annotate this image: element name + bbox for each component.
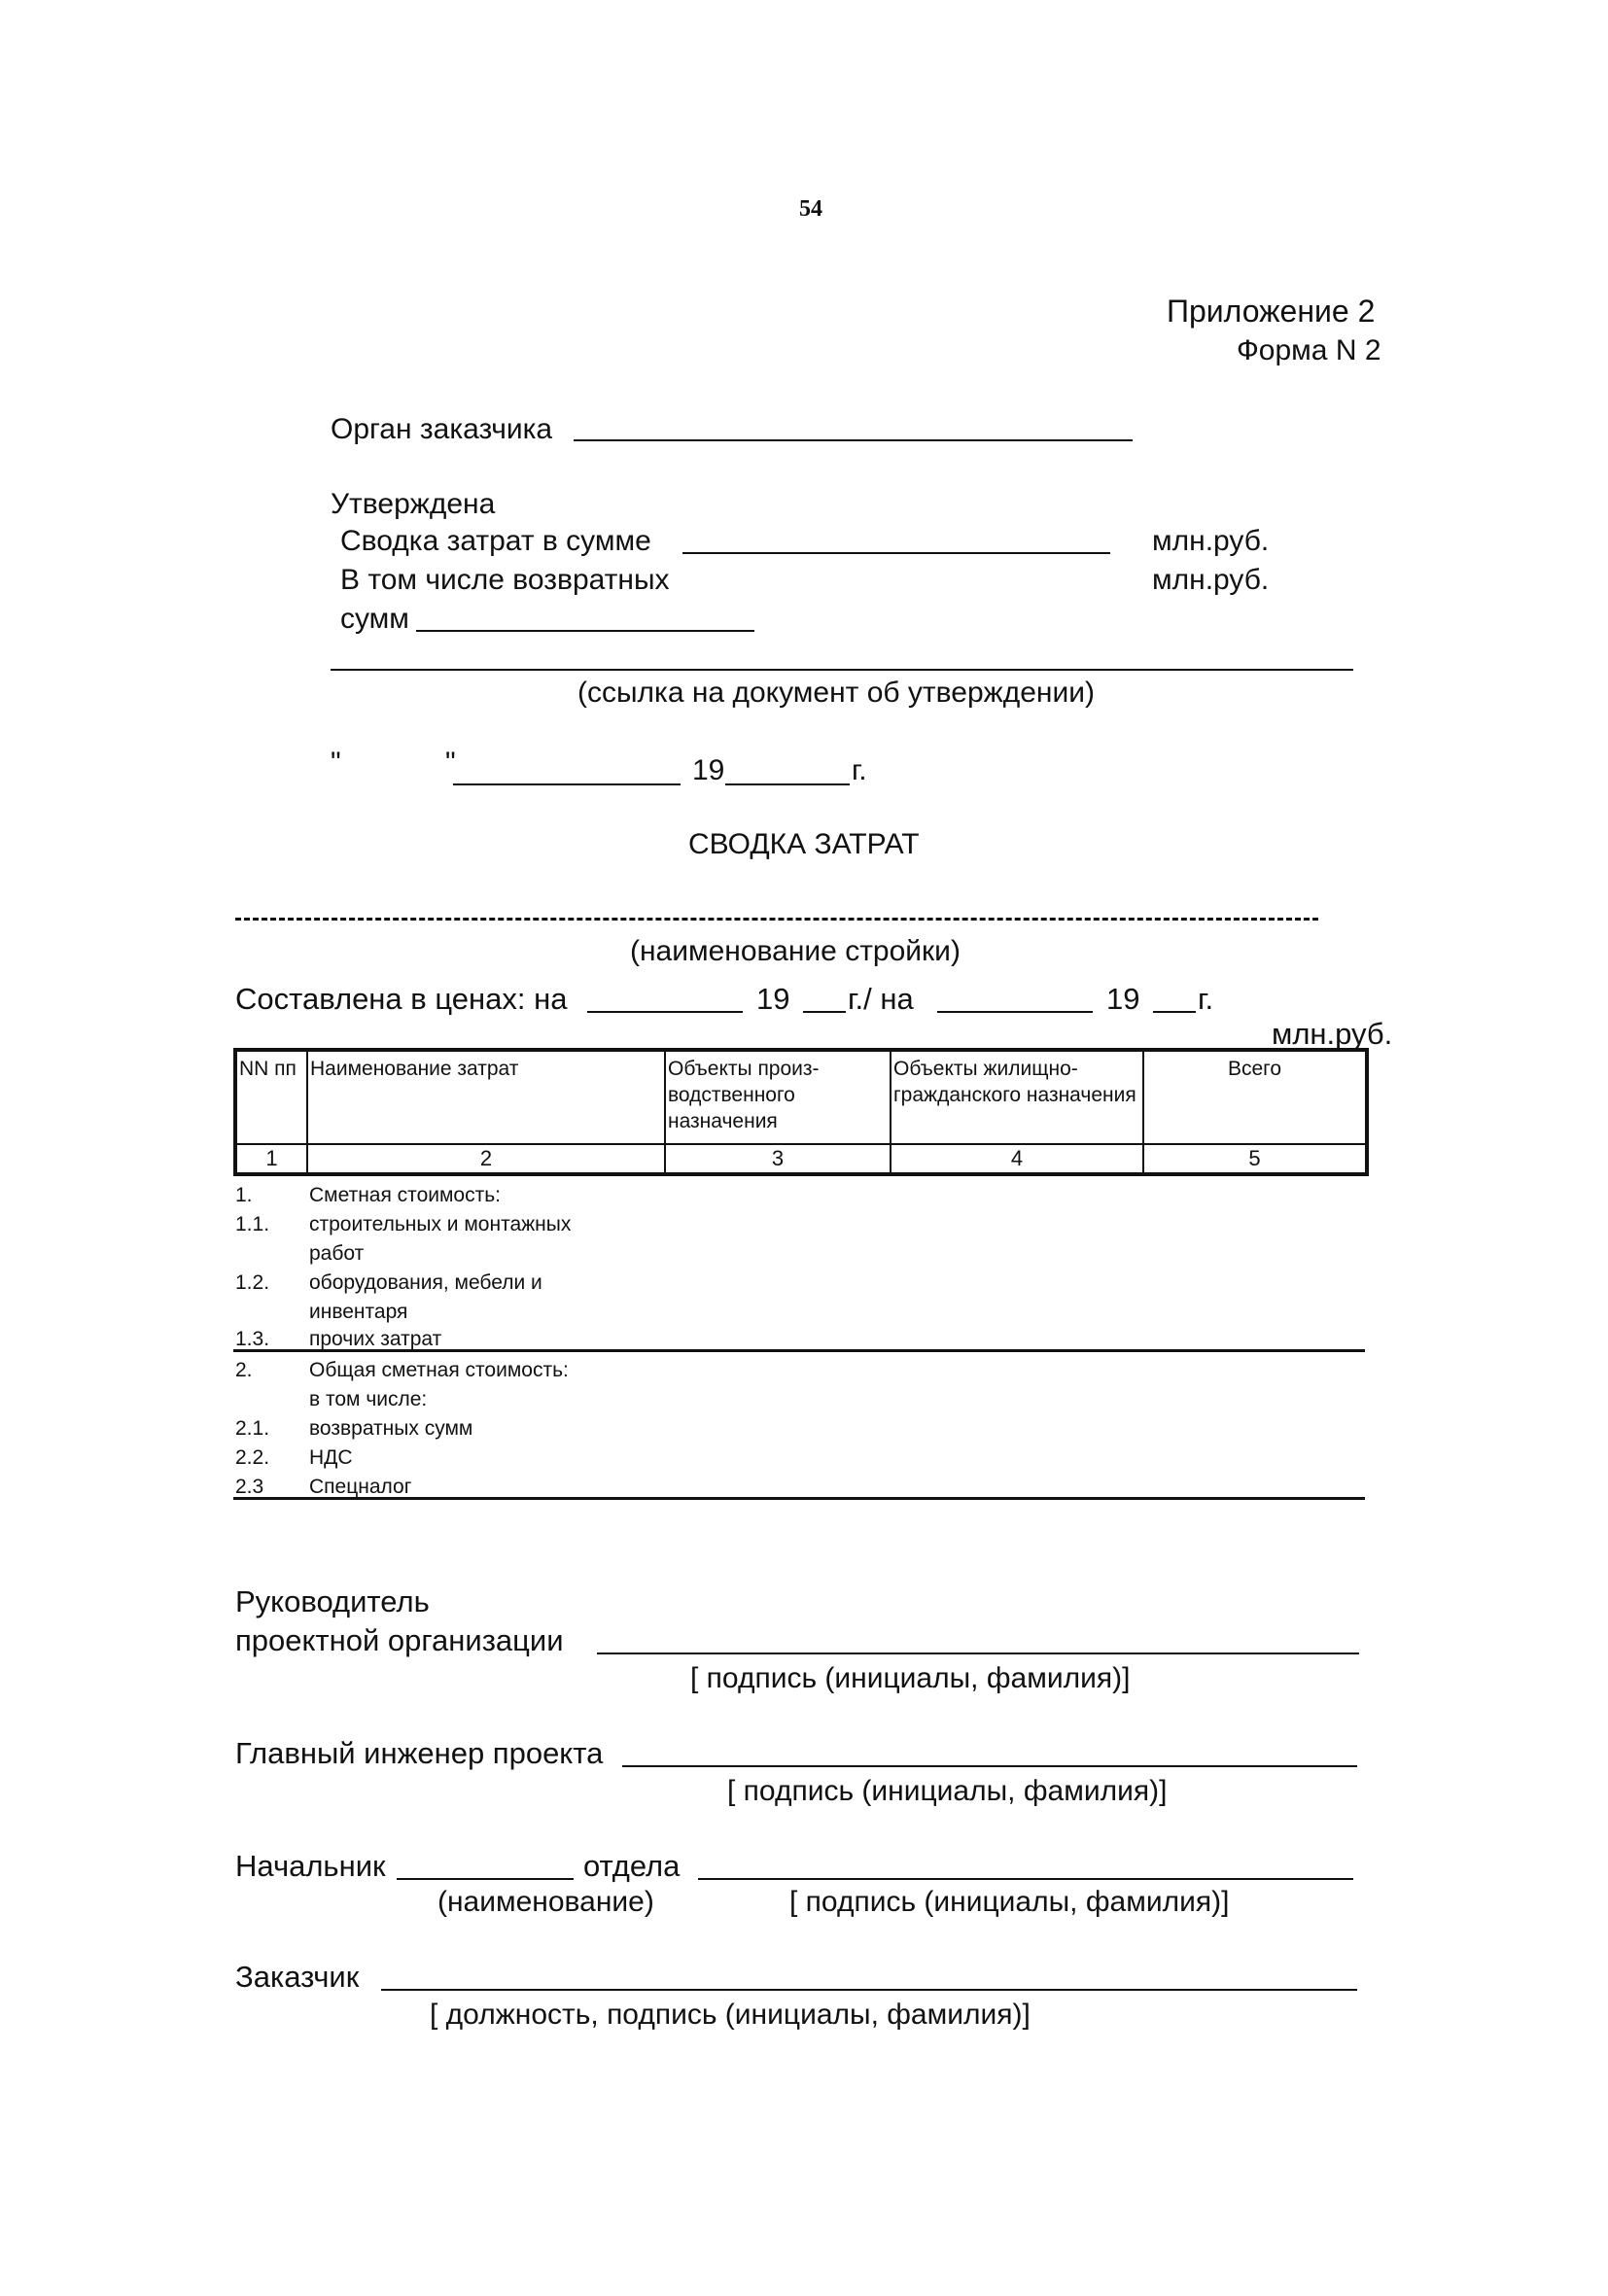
date-year-line bbox=[725, 783, 850, 785]
customer-body-line bbox=[574, 439, 1133, 441]
prices-label: Составлена в ценах: на bbox=[235, 982, 568, 1016]
appendix-label: Приложение 2 bbox=[1167, 294, 1376, 329]
row-num: 2.2. bbox=[235, 1446, 270, 1469]
date-year-suffix: г. bbox=[852, 754, 867, 786]
header-industrial: Объекты произ- водственного назначения bbox=[665, 1050, 891, 1144]
row-text: возвратных сумм bbox=[309, 1417, 473, 1440]
head-signature-caption: [ подпись (инициалы, фамилия)] bbox=[690, 1662, 1131, 1694]
head-label-line1: Руководитель bbox=[235, 1584, 430, 1618]
header-nn: NN пп bbox=[235, 1050, 307, 1144]
mln-rub-2: млн.руб. bbox=[1152, 564, 1270, 596]
row-text: НДС bbox=[309, 1446, 353, 1469]
customer-body-label: Орган заказчика bbox=[331, 413, 553, 445]
sums-line bbox=[416, 630, 754, 632]
prices-date2-line bbox=[937, 1011, 1093, 1013]
prices-year1-line bbox=[803, 1011, 846, 1013]
head-label-line2: проектной организации bbox=[235, 1623, 564, 1657]
row-num: 1. bbox=[235, 1184, 253, 1206]
chief-engineer-line bbox=[622, 1765, 1357, 1767]
dept-signature-caption: [ подпись (инициалы, фамилия)] bbox=[789, 1886, 1230, 1918]
header-residential: Объекты жилищно- гражданского назначения bbox=[891, 1050, 1143, 1144]
col-number-1: 1 bbox=[235, 1144, 307, 1174]
dept-name-caption: (наименование) bbox=[437, 1886, 654, 1918]
page-number: 54 bbox=[799, 196, 822, 222]
date-month-line bbox=[453, 783, 681, 785]
dept-word: отдела bbox=[583, 1849, 681, 1883]
customer-caption: [ должность, подпись (инициалы, фамилия)] bbox=[430, 1999, 1031, 2031]
row-num: 2.1. bbox=[235, 1417, 270, 1440]
construction-name-line bbox=[235, 918, 1318, 921]
construction-name-caption: (наименование стройки) bbox=[630, 935, 961, 967]
prices-year2-line bbox=[1153, 1011, 1196, 1013]
row-num: 1.2. bbox=[235, 1271, 270, 1294]
row-text: в том числе: bbox=[309, 1388, 428, 1410]
document-title: СВОДКА ЗАТРАТ bbox=[688, 828, 920, 860]
summary-sum-line bbox=[682, 552, 1110, 554]
date-open-quote: " bbox=[331, 747, 341, 779]
prices-year2: 19 bbox=[1106, 982, 1140, 1016]
dept-name-line bbox=[397, 1878, 574, 1880]
row-num: 2.3 bbox=[235, 1476, 264, 1498]
form-label: Форма N 2 bbox=[1237, 334, 1381, 366]
row-text: Сметная стоимость: bbox=[309, 1184, 501, 1206]
row-text: строительных и монтажных bbox=[309, 1213, 572, 1235]
chief-engineer-label: Главный инженер проекта bbox=[235, 1736, 604, 1770]
row-text: работ bbox=[309, 1242, 365, 1265]
date-year-prefix: 19 bbox=[692, 754, 725, 786]
row-text: Спецналог bbox=[309, 1476, 412, 1498]
approval-ref-line bbox=[331, 669, 1353, 671]
dept-head-label: Начальник bbox=[235, 1849, 386, 1883]
incl-returnable-label: В том числе возвратных bbox=[340, 564, 670, 596]
summary-sum-label: Сводка затрат в сумме bbox=[340, 525, 651, 557]
row-text: Общая сметная стоимость: bbox=[309, 1359, 569, 1381]
row-text: прочих затрат bbox=[309, 1328, 442, 1350]
header-total: Всего bbox=[1143, 1050, 1367, 1144]
row-num: 2. bbox=[235, 1359, 253, 1381]
section-2-divider bbox=[233, 1497, 1365, 1500]
prices-g2: г. bbox=[1198, 982, 1214, 1016]
sums-label: сумм bbox=[340, 603, 409, 635]
approved-label: Утверждена bbox=[331, 488, 496, 520]
dept-signature-line bbox=[698, 1878, 1353, 1880]
col-number-4: 4 bbox=[891, 1144, 1143, 1174]
date-close-quote: " bbox=[445, 747, 456, 779]
customer-signature-line bbox=[381, 1989, 1357, 1991]
row-text: оборудования, мебели и bbox=[309, 1271, 542, 1294]
row-text: инвентаря bbox=[309, 1301, 408, 1323]
col-number-2: 2 bbox=[307, 1144, 665, 1174]
mln-rub-1: млн.руб. bbox=[1152, 525, 1270, 557]
prices-date1-line bbox=[587, 1011, 743, 1013]
row-num: 1.3. bbox=[235, 1328, 270, 1350]
prices-g1: г./ на bbox=[848, 982, 914, 1016]
chief-engineer-caption: [ подпись (инициалы, фамилия)] bbox=[727, 1775, 1168, 1807]
approval-ref-caption: (ссылка на документ об утверждении) bbox=[577, 677, 1095, 709]
col-number-5: 5 bbox=[1143, 1144, 1367, 1174]
header-cost-name: Наименование затрат bbox=[307, 1050, 665, 1144]
customer-label: Заказчик bbox=[235, 1960, 360, 1994]
section-1-divider bbox=[233, 1349, 1365, 1352]
unit-label: млн.руб. bbox=[1272, 1017, 1393, 1051]
col-number-3: 3 bbox=[665, 1144, 891, 1174]
prices-year1: 19 bbox=[756, 982, 790, 1016]
row-num: 1.1. bbox=[235, 1213, 270, 1235]
cost-table-header bbox=[233, 1048, 1369, 1176]
head-signature-line bbox=[597, 1652, 1359, 1654]
